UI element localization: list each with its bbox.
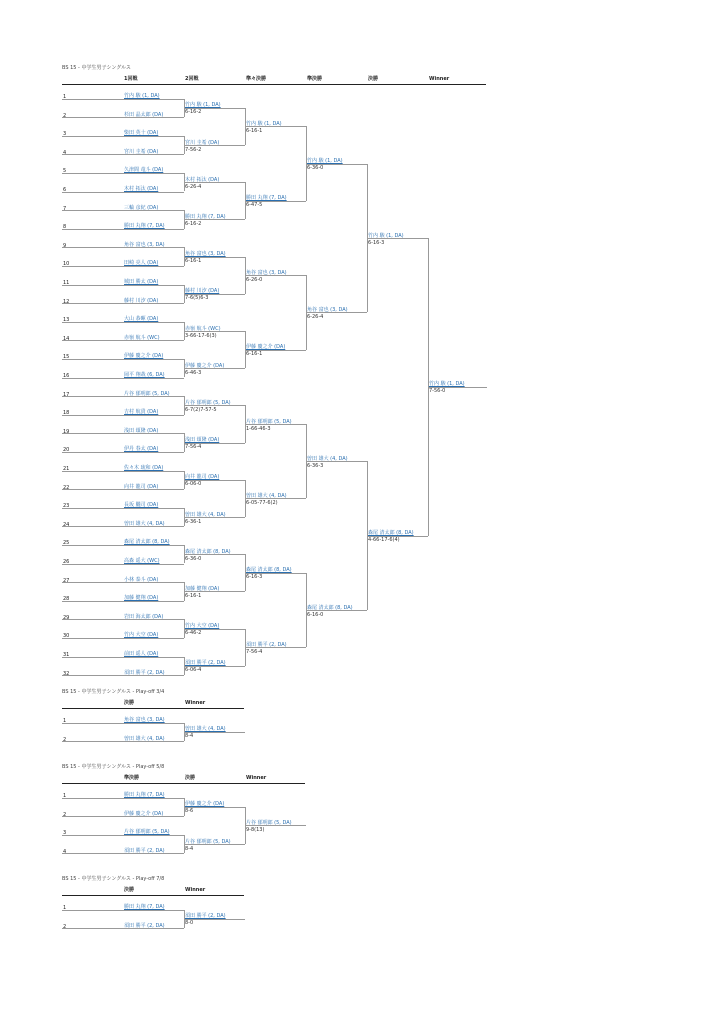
seed-number: 9 [63,242,67,249]
player-link[interactable]: 杉田 晶太郎 (DA) [124,111,164,118]
player-link[interactable]: 竹内 駿 (1, DA) [246,120,282,127]
player-link[interactable]: 須田 勝平 (2, DA) [185,913,226,920]
player-link[interactable]: 田崎 亮人 (DA) [124,260,159,267]
match-score: 8-4 [185,733,194,740]
seed-number: 26 [63,559,70,565]
entry-line [62,638,184,639]
seed-number: 27 [63,577,70,584]
seed-number: 15 [63,354,70,361]
player-link[interactable]: 向井 龍司 (DA) [124,483,159,490]
player-link[interactable]: 三輪 彦紀 (DA) [124,204,159,211]
player-link[interactable]: 勝田 丸翔 (7, DA) [124,223,165,230]
entry-line [62,816,184,817]
player-link[interactable]: 曽田 雄大 (4, DA) [185,511,226,518]
seed-number: 4 [63,149,67,156]
match-score: 8-4 [185,845,194,852]
player-link[interactable]: 須田 勝平 (2, DA) [246,641,287,648]
match-score: 7-56-0 [429,388,446,395]
entry-line [62,415,184,416]
entry-line [62,928,184,929]
player-link[interactable]: 大山 恭暉 (DA) [124,316,159,323]
seed-number: 20 [63,447,70,454]
match-score: 6-26-4 [307,313,324,320]
seed-number: 32 [63,670,70,677]
player-link[interactable]: 片谷 郁明郎 (5, DA) [124,829,170,836]
entry-line [62,433,184,434]
player-link[interactable]: 宮川 圭希 (DA) [124,148,159,155]
player-link[interactable]: 森尾 清太郎 (8, DA) [246,567,292,574]
entry-line [62,471,184,472]
player-link[interactable]: 竹内 駿 (1, DA) [307,158,343,165]
match-score: 6-06-4 [185,667,202,674]
seed-number: 5 [63,168,67,175]
seed-number: 16 [63,373,70,379]
player-link[interactable]: 伊藤 慶之介 (DA) [185,362,225,369]
match-score: 6-47-5 [246,202,263,209]
player-link[interactable]: 須田 勝平 (2, DA) [124,669,165,676]
player-link[interactable]: 勝田 丸翔 (7, DA) [185,213,226,220]
player-link[interactable]: 角谷 富也 (3, DA) [307,306,348,313]
player-link[interactable]: 藤村 川汐 (DA) [185,288,220,295]
entry-line [62,154,184,155]
entry-line [62,359,184,360]
match-score: 9-8(13) [246,826,265,833]
entry-line [62,619,184,620]
seed-number: 10 [63,261,70,268]
entry-line [62,675,184,676]
player-link[interactable]: 須田 勝平 (2, DA) [185,660,226,667]
playoff-title: BS 15 - 中学生男子シングルス - Play-off 7/8 [62,876,165,882]
playoff-header: Winner [185,887,206,893]
match-score: 6-06-0 [185,481,202,488]
player-link[interactable]: 岡平 翔哉 (6, DA) [124,372,165,378]
match-score: 6-16-1 [185,258,202,265]
entry-line [62,601,184,602]
entry-line [62,657,184,658]
entry-line [62,853,184,854]
entry-line [62,247,184,248]
match-score: 6-16-1 [246,127,263,134]
player-link[interactable]: 角谷 富也 (3, DA) [185,251,226,258]
match-score: 8-0 [185,920,194,927]
player-link[interactable]: 赤嶺 航斗 (WC) [124,334,160,341]
player-link[interactable]: 森尾 清太郎 (8, DA) [124,539,170,546]
match-score: 6-16-3 [368,239,385,246]
entry-line [62,136,184,137]
entry-line [62,489,184,490]
player-link[interactable]: 久津間 竜斗 (DA) [124,167,164,174]
match-score: 6-26-0 [246,276,263,283]
player-link[interactable]: 竹内 駿 (1, DA) [368,232,404,239]
header-6: Winner [429,76,450,82]
seed-number: 2 [63,923,67,930]
seed-number: 14 [63,335,70,342]
seed-number: 25 [63,540,70,547]
player-link[interactable]: 城田 勝太 (DA) [124,279,159,285]
seed-number: 23 [63,503,70,510]
entry-line [62,285,184,286]
entry-line [62,526,184,527]
player-link[interactable]: 須田 勝平 (2, DA) [124,922,165,929]
entry-line [62,582,184,583]
player-link[interactable]: 片谷 郁明郎 (5, DA) [185,399,231,406]
seed-number: 3 [63,131,67,138]
player-link[interactable]: 曽田 雄大 (4, DA) [307,455,348,462]
entry-line [62,564,184,565]
match-score: 4-66-17-6(4) [368,537,400,544]
player-link[interactable]: 角谷 富也 (3, DA) [124,717,165,723]
match-score: 6-16-1 [185,592,202,599]
player-link[interactable]: 藤村 川汐 (DA) [124,297,159,304]
match-score: 7-6(5)6-3 [185,295,209,302]
player-link[interactable]: 森尾 清太郎 (8, DA) [185,548,231,555]
match-score: 6-36-0 [185,555,202,562]
seed-number: 24 [63,521,70,528]
player-link[interactable]: 吉村 航貴 (DA) [124,409,159,416]
player-link[interactable]: 伊藤 慶之介 (DA) [185,801,225,808]
entry-line [62,229,184,230]
player-link[interactable]: 木村 拓汰 (DA) [124,186,159,192]
player-link[interactable]: 伊丹 春太 (DA) [124,446,159,453]
player-link[interactable]: 長坂 朧司 (DA) [124,502,159,509]
seed-number: 1 [63,793,67,799]
player-link[interactable]: 森尾 清太郎 (8, DA) [307,604,353,611]
seed-number: 22 [63,484,70,491]
player-link[interactable]: 須田 勝平 (2, DA) [124,847,165,854]
seed-number: 4 [63,848,67,855]
seed-number: 30 [63,633,70,640]
header-5: 決勝 [368,76,379,82]
seed-number: 2 [63,736,67,743]
header-3: 準々決勝 [246,76,267,82]
player-link[interactable]: 曽田 雄大 (4, DA) [124,735,165,742]
player-link[interactable]: 片谷 郁明郎 (5, DA) [246,418,292,425]
seed-number: 2 [63,811,67,818]
entry-line [62,452,184,453]
player-link[interactable]: 片谷 郁明郎 (5, DA) [246,819,292,826]
entry-line [62,508,184,509]
player-link[interactable]: 宮川 圭希 (DA) [185,139,220,146]
header-2: 2回戦 [185,76,199,82]
player-link[interactable]: 勝田 丸翔 (7, DA) [124,792,165,798]
player-link[interactable]: 曽田 雄大 (4, DA) [124,520,165,527]
player-link[interactable]: 浅田 頌隆 (DA) [185,437,220,444]
match-score: 6-7(2)7-57-5 [185,406,217,413]
player-link[interactable]: 竹内 大空 (DA) [185,623,220,630]
playoff-header: Winner [246,775,267,781]
player-link[interactable]: 伊藤 慶之介 (DA) [124,353,164,360]
player-link[interactable]: 浅田 頌隆 (DA) [124,427,159,434]
player-link[interactable]: 勝田 丸翔 (7, DA) [124,904,165,910]
entry-line [62,210,184,211]
seed-number: 1 [63,718,67,724]
seed-number: 28 [63,596,70,603]
match-score: 6-05-77-6(2) [246,499,278,506]
seed-number: 17 [63,391,70,398]
player-link[interactable]: 向井 龍司 (DA) [185,474,220,481]
entry-line [62,173,184,174]
header-1: 1回戦 [124,76,138,82]
entry-line [62,266,184,267]
player-link[interactable]: 小林 泰斗 (DA) [124,576,159,583]
entry-line [62,798,184,799]
entry-line [62,723,184,724]
seed-number: 12 [63,298,70,305]
playoff-header: Winner [185,700,206,706]
seed-number: 8 [63,224,67,231]
seed-number: 11 [63,280,70,286]
seed-number: 2 [63,112,67,119]
match-score: 6-36-3 [307,462,324,469]
seed-number: 6 [63,187,67,193]
match-score: 6-16-2 [185,220,202,227]
entry-line [62,835,184,836]
player-link[interactable]: 加藤 健翔 (DA) [185,585,220,592]
player-link[interactable]: 森尾 清太郎 (8, DA) [368,530,414,537]
player-link[interactable]: 木村 拓汰 (DA) [185,176,220,183]
match-score: 6-36-1 [185,518,202,525]
player-link[interactable]: 加藤 健翔 (DA) [124,595,159,602]
entry-line [62,303,184,304]
player-link[interactable]: 竹内 大空 (DA) [124,632,159,639]
player-link[interactable]: 勝田 丸翔 (7, DA) [246,195,287,202]
match-score: 7-56-4 [246,648,263,655]
entry-line [62,396,184,397]
entry-line [62,741,184,742]
seed-number: 13 [63,317,70,324]
match-score: 6-46-3 [185,369,202,376]
player-link[interactable]: 高森 遥大 (WC) [124,558,160,564]
player-link[interactable]: 前田 遥人 (DA) [124,651,159,657]
player-link[interactable]: 曽田 雄大 (4, DA) [185,726,226,733]
match-score: 6-16-3 [246,574,263,581]
seed-number: 31 [63,652,70,658]
match-score: 6-16-0 [307,611,324,618]
player-link[interactable]: 竹内 駿 (1, DA) [185,102,221,109]
winner-link[interactable]: 竹内 駿 (1, DA) [429,381,465,388]
player-link[interactable]: 柴田 英十 (DA) [124,130,159,137]
match-score: 6-16-1 [246,351,263,358]
player-link[interactable]: 片谷 郁明郎 (5, DA) [124,390,170,397]
playoff-header: 決勝 [124,700,135,706]
match-score: 1-66-46-3 [246,425,271,432]
player-link[interactable]: 佐々木 琉和 (DA) [124,465,164,471]
seed-number: 1 [63,94,67,100]
playoff-title: BS 15 - 中学生男子シングルス - Play-off 3/4 [62,689,165,695]
entry-line [62,99,184,100]
playoff-header-rule [62,708,244,709]
playoff-header-rule [62,783,305,784]
playoff-header: 決勝 [124,887,135,893]
entry-line [62,378,184,379]
match-score: 6-46-2 [185,630,202,637]
match-score: 8-6 [185,808,194,815]
seed-number: 3 [63,830,67,837]
match-score: 3-66-17-6(3) [185,332,217,339]
draw-title: BS 15 - 中学生男子シングルス [62,65,131,71]
entry-line [62,910,184,911]
player-link[interactable]: 伊藤 慶之介 (DA) [124,810,164,817]
header-4: 準決勝 [307,76,323,82]
seed-number: 18 [63,410,70,417]
entry-line [62,545,184,546]
player-link[interactable]: 岩田 海太郎 (DA) [124,613,164,620]
playoff-header: 準決勝 [124,775,140,781]
match-score: 6-26-4 [185,183,202,190]
seed-number: 29 [63,614,70,621]
playoff-header: 決勝 [185,775,196,781]
player-link[interactable]: 曽田 雄大 (4, DA) [246,492,287,499]
player-link[interactable]: 赤嶺 航斗 (WC) [185,325,221,332]
header-rule [62,84,486,85]
playoff-header-rule [62,895,244,896]
seed-number: 1 [63,905,67,911]
entry-line [62,322,184,323]
match-score: 7-56-4 [185,444,202,451]
player-link[interactable]: 角谷 富也 (3, DA) [246,269,287,276]
seed-number: 19 [63,428,70,435]
entry-line [62,340,184,341]
player-link[interactable]: 片谷 郁明郎 (5, DA) [185,838,231,845]
match-score: 7-56-2 [185,146,202,153]
match-score: 6-16-2 [185,109,202,116]
seed-number: 7 [63,205,67,212]
match-score: 6-36-0 [307,165,324,172]
player-link[interactable]: 角谷 富也 (3, DA) [124,241,165,248]
entry-line [62,117,184,118]
player-link[interactable]: 竹内 駿 (1, DA) [124,93,160,99]
playoff-title: BS 15 - 中学生男子シングルス - Play-off 5/8 [62,764,165,770]
entry-line [62,192,184,193]
player-link[interactable]: 伊藤 慶之介 (DA) [246,344,286,351]
seed-number: 21 [63,466,70,472]
